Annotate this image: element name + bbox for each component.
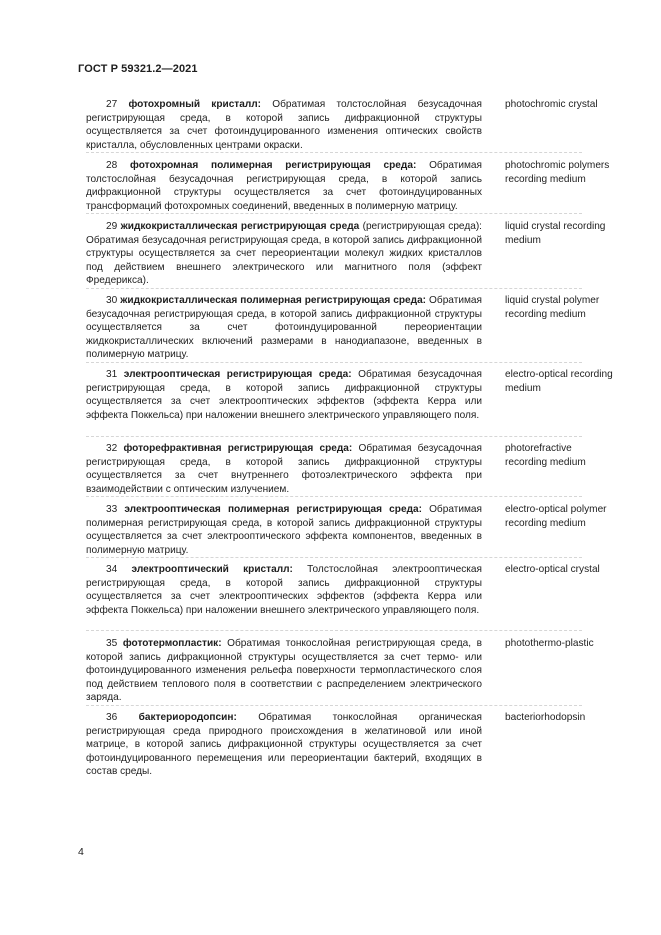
term-definition <box>86 98 482 152</box>
definition-text: Обратимая тонкослойная органическая регистрирующая среда природного происхождения в желатиновой или иной матрице, в которой запись дифракционной структуры осуществляется за счет фотоиндуцированного перемещения или переориентации бактерий, входящих в состав среды. <box>86 712 482 778</box>
term-name: фотохромная полимерная регистрирующая среда: <box>130 160 417 171</box>
term-definition <box>86 637 482 705</box>
term-english-equivalent: photothermo-plastic <box>505 638 594 649</box>
term-english-equivalent: electro-optical polymer recording medium <box>505 504 607 529</box>
entry-divider <box>86 705 582 706</box>
term-name: фототермопластик: <box>122 638 222 649</box>
term-name: жидкокристаллическая полимерная регистрирующая среда: <box>120 295 427 306</box>
term-number: 29 <box>106 221 118 232</box>
term-name: электрооптическая регистрирующая среда: <box>123 369 352 380</box>
term-name: фоторефрактивная регистрирующая среда: <box>123 443 353 454</box>
term-definition <box>86 294 482 362</box>
entry-divider <box>86 436 582 437</box>
definition-text: Обратимая безусадочная регистрирующая среда, в которой запись дифракционной структуры осуществляется за счет фотоиндуцированной переориентации жидкокристаллических включений размерами в нанодиапазоне, введенных в полимерную матрицу. <box>86 295 482 361</box>
entry-divider <box>86 213 582 214</box>
entry-divider <box>86 557 582 558</box>
term-number: 30 <box>106 295 118 306</box>
entry-divider <box>86 362 582 363</box>
page-number: 4 <box>78 846 84 858</box>
definition-text: Обратимая безусадочная регистрирующая среда, в которой запись дифракционной структуры осуществляется за счет внутреннего фотоэлектрического эффекта при взаимодействии с оптическим излучением. <box>86 443 483 495</box>
term-number: 35 <box>106 638 118 649</box>
term-definition <box>86 563 482 617</box>
term-number: 27 <box>106 99 118 110</box>
term-definition <box>86 711 482 779</box>
term-english-equivalent: liquid crystal polymer recording medium <box>505 295 600 320</box>
definition-text: Обратимая толстослойная безусадочная регистрирующая среда, в которой запись дифракционной структуры осуществляется за счет фотоиндуцированного изменения оптических свойств кристалла, обусловленных центрами окраски. <box>86 99 482 151</box>
definition-text: Обратимая безусадочная регистрирующая среда, в которой запись дифракционной структуры осуществляется за счет электрооптических эффектов (эффекта Керра или эффекта Поккельса) при наложении внешнего электрического управляющего поля. <box>86 369 483 421</box>
term-english-equivalent: electro-optical crystal <box>505 564 600 575</box>
term-definition <box>86 368 482 422</box>
term-english-equivalent: photochromic crystal <box>505 99 598 110</box>
term-name: жидкокристаллическая регистрирующая среда <box>120 221 360 232</box>
term-definition <box>86 503 482 557</box>
term-number: 28 <box>106 160 118 171</box>
term-english-equivalent: bacteriorhodopsin <box>505 712 586 723</box>
term-name: электрооптический кристалл: <box>131 564 293 575</box>
term-number: 36 <box>106 712 118 723</box>
term-english-equivalent: photorefractive recording medium <box>505 443 586 468</box>
term-number: 34 <box>106 564 118 575</box>
term-number: 33 <box>106 504 118 515</box>
term-definition <box>86 220 482 288</box>
term-english-equivalent: electro-optical recording medium <box>505 369 613 394</box>
term-english-equivalent: photochromic polymers recording medium <box>505 160 610 185</box>
definition-text: Обратимая толстослойная безусадочная регистрирующая среда, в которой запись дифракционной структуры осуществляется за счет фотоиндуцированных трансформаций фотохромных соединений, введенных в полимерную матрицу. <box>86 160 482 212</box>
entry-divider <box>86 496 582 497</box>
entry-divider <box>86 152 582 153</box>
term-name: фотохромный кристалл: <box>128 99 262 110</box>
entry-divider <box>86 288 582 289</box>
term-number: 32 <box>106 443 118 454</box>
term-number: 31 <box>106 369 118 380</box>
definition-text: Обратимая тонкослойная регистрирующая среда, в которой запись дифракционной структуры осуществляется за счет термо- или фотоиндуцированного изменения рельефа поверхности термопластического слоя под действием теплового поля в соответствии с распределением электрического заряда. <box>86 638 482 704</box>
definition-text: Обратимая полимерная регистрирующая среда, в которой запись дифракционной структуры осуществляется за счет электрооптического эффекта компонентов, введенных в полимерную матрицу. <box>86 504 482 556</box>
term-english-equivalent: liquid crystal recording medium <box>505 221 606 246</box>
term-name: электрооптическая полимерная регистрирующая среда: <box>124 504 422 515</box>
document-header: ГОСТ Р 59321.2—2021 <box>78 63 198 75</box>
term-name: бактериородопсин: <box>138 712 237 723</box>
term-definition <box>86 159 482 213</box>
entry-divider <box>86 630 582 631</box>
definition-text: Толстослойная электрооптическая регистрирующая среда, в которой запись дифракционной структуры осуществляется за счет электрооптических эффектов (эффекта Керра или эффекта Поккельса) при наложении внешнего электрического управляющего поля. <box>86 564 482 616</box>
definition-text: (регистрирующая среда): Обратимая безусадочная регистрирующая среда, в которой запись дифракционной структуры осуществляется за счет переориентации молекул жидких кристаллов под действием внешнего электрического или магнитного поля (эффект Фредерикса). <box>86 221 482 287</box>
term-definition <box>86 442 482 496</box>
